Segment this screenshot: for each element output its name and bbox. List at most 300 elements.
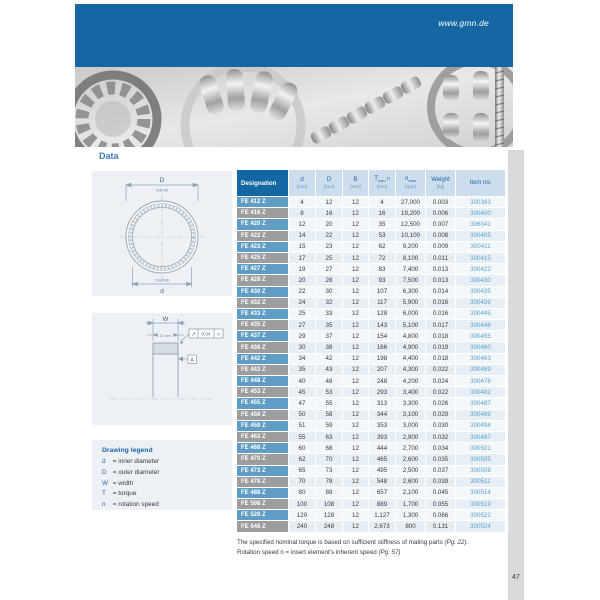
- table-row: [237, 387, 505, 398]
- value-cell: 53: [368, 231, 395, 241]
- value-cell: 2,600: [395, 454, 425, 464]
- designation-cell: FE 448 Z: [237, 376, 288, 386]
- value-cell: 12: [342, 197, 368, 207]
- page-number: 47: [512, 574, 520, 581]
- item-no-cell[interactable]: 300463: [455, 354, 505, 364]
- value-cell: 34: [288, 354, 315, 364]
- column-header-D: D [mm]: [315, 170, 342, 196]
- value-cell: 248: [368, 376, 395, 386]
- value-cell: 20: [315, 219, 342, 229]
- value-cell: 0.029: [425, 410, 455, 420]
- value-cell: 33: [315, 309, 342, 319]
- table-row: [237, 488, 505, 499]
- item-no-cell[interactable]: 300508: [455, 466, 505, 476]
- item-no-cell[interactable]: 300448: [455, 320, 505, 330]
- value-cell: 83: [368, 264, 395, 274]
- value-cell: 4,900: [395, 342, 425, 352]
- value-cell: 12: [342, 387, 368, 397]
- column-header-item: Item no.: [455, 170, 505, 196]
- value-cell: 16: [368, 208, 395, 218]
- item-no-cell[interactable]: 306041: [455, 219, 505, 229]
- value-cell: 344: [368, 410, 395, 420]
- value-cell: 0.013: [425, 264, 455, 274]
- legend-items: [92, 457, 232, 511]
- value-cell: 50: [288, 410, 315, 420]
- ring-cross-section: [153, 343, 178, 354]
- designation-cell: FE 416 Z: [237, 208, 288, 218]
- value-cell: 0.003: [425, 197, 455, 207]
- value-cell: 12: [342, 521, 368, 531]
- legend-item: W = width: [102, 479, 134, 487]
- table-row: [237, 365, 505, 376]
- shaft-fit-note: Shaft h6: [155, 278, 169, 283]
- value-cell: 0.017: [425, 320, 455, 330]
- designation-cell: FE 437 Z: [237, 331, 288, 341]
- value-cell: 3,100: [395, 410, 425, 420]
- designation-cell: FE 438 Z: [237, 342, 288, 352]
- value-cell: 12: [342, 219, 368, 229]
- value-cell: 128: [315, 510, 342, 520]
- item-no-cell[interactable]: 300469: [455, 365, 505, 375]
- value-cell: 14: [288, 231, 315, 241]
- column-header-T: $T_{nom}$ n [Nm]: [368, 170, 395, 196]
- column-header-d: d [mm]: [288, 170, 315, 196]
- value-cell: 0.019: [425, 342, 455, 352]
- table-row: [237, 376, 505, 387]
- value-cell: 2,673: [368, 521, 395, 531]
- designation-cell: FE 433 Z: [237, 309, 288, 319]
- value-cell: 0.024: [425, 376, 455, 386]
- table-header: [237, 170, 505, 196]
- value-cell: 3,000: [395, 421, 425, 431]
- value-cell: 12: [315, 197, 342, 207]
- value-cell: 3,400: [395, 387, 425, 397]
- table-row: [237, 219, 505, 230]
- value-cell: 2,600: [395, 477, 425, 487]
- designation-cell: FE 423 Z: [237, 242, 288, 252]
- value-cell: 58: [315, 410, 342, 420]
- value-cell: 28: [315, 275, 342, 285]
- value-cell: 12: [342, 421, 368, 431]
- value-cell: 45: [288, 387, 315, 397]
- table-row: [237, 264, 505, 275]
- item-no-cell[interactable]: 300478: [455, 376, 505, 386]
- value-cell: 12: [342, 466, 368, 476]
- legend-title: Drawing legend: [102, 447, 153, 454]
- value-cell: 12: [342, 342, 368, 352]
- item-no-cell[interactable]: 300411: [455, 242, 505, 252]
- designation-cell: FE 473 Z: [237, 466, 288, 476]
- column-header-weight: Weight [kg]: [425, 170, 455, 196]
- value-cell: 23: [315, 242, 342, 252]
- table-footnotes: [237, 538, 505, 557]
- item-no-cell[interactable]: 300435: [455, 287, 505, 297]
- value-cell: 8: [288, 208, 315, 218]
- item-no-cell[interactable]: 300455: [455, 331, 505, 341]
- item-no-cell[interactable]: 300439: [455, 298, 505, 308]
- designation-cell: FE 459 Z: [237, 421, 288, 431]
- drawing-legend-panel: [92, 440, 232, 510]
- datum-flag: [178, 355, 197, 364]
- value-cell: 0.006: [425, 208, 455, 218]
- value-cell: 4: [368, 197, 395, 207]
- value-cell: 0.018: [425, 354, 455, 364]
- table-row: [237, 197, 505, 208]
- table-row: [237, 231, 505, 242]
- value-cell: 12: [342, 354, 368, 364]
- value-cell: 65: [288, 466, 315, 476]
- value-cell: 55: [315, 398, 342, 408]
- designation-cell: FE 427 Z: [237, 264, 288, 274]
- item-no-cell[interactable]: 300487: [455, 398, 505, 408]
- footnote-speed: Rotation speed n = insert element’s inherent speed (Pg. 57): [237, 548, 401, 556]
- value-cell: 12: [342, 287, 368, 297]
- value-cell: 12: [342, 275, 368, 285]
- bearing-photo-illustration: [75, 67, 513, 147]
- value-cell: 12: [342, 488, 368, 498]
- value-cell: 30: [288, 342, 315, 352]
- ring-diagram: [92, 171, 232, 296]
- designation-cell: FE 443 Z: [237, 365, 288, 375]
- width-label: W: [162, 317, 169, 323]
- column-header-B: B [mm]: [342, 170, 368, 196]
- value-cell: 12: [342, 253, 368, 263]
- value-cell: 2,100: [395, 488, 425, 498]
- section-title: Data: [99, 151, 119, 161]
- value-cell: 2,500: [395, 466, 425, 476]
- designation-cell: FE 420 Z: [237, 219, 288, 229]
- designation-cell: FE 455 Z: [237, 398, 288, 408]
- table-header-columns: [288, 170, 505, 196]
- value-cell: 0.007: [425, 219, 455, 229]
- item-no-cell[interactable]: 300400: [455, 208, 505, 218]
- value-cell: 2,900: [395, 432, 425, 442]
- value-cell: 59: [315, 421, 342, 431]
- item-no-cell[interactable]: 300505: [455, 454, 505, 464]
- value-cell: 25: [288, 309, 315, 319]
- value-cell: 60: [288, 443, 315, 453]
- table-row: [237, 275, 505, 286]
- value-cell: 313: [368, 398, 395, 408]
- item-no-cell[interactable]: 300405: [455, 231, 505, 241]
- designation-cell: FE 422 Z: [237, 231, 288, 241]
- value-cell: 120: [288, 510, 315, 520]
- value-cell: 4,200: [395, 376, 425, 386]
- item-no-cell[interactable]: 300519: [455, 499, 505, 509]
- value-cell: 20: [288, 275, 315, 285]
- value-cell: 7,500: [395, 275, 425, 285]
- value-cell: 25: [315, 253, 342, 263]
- value-cell: 12: [342, 499, 368, 509]
- value-cell: 93: [368, 275, 395, 285]
- value-cell: 0.014: [425, 287, 455, 297]
- table-row: [237, 342, 505, 353]
- value-cell: 0.022: [425, 387, 455, 397]
- table-row: [237, 443, 505, 454]
- designation-cell: FE 458 Z: [237, 410, 288, 420]
- designation-cell: FE 442 Z: [237, 354, 288, 364]
- cross-section-diagram: [92, 313, 232, 425]
- outer-diameter-label: D: [159, 177, 165, 184]
- value-cell: 0.009: [425, 242, 455, 252]
- value-cell: 154: [368, 331, 395, 341]
- value-cell: 0.131: [425, 521, 455, 531]
- designation-cell: FE 463 Z: [237, 432, 288, 442]
- value-cell: 12: [342, 264, 368, 274]
- page-edge-tab: [508, 150, 524, 600]
- value-cell: 12: [342, 242, 368, 252]
- value-cell: 0.016: [425, 298, 455, 308]
- value-cell: 3,300: [395, 398, 425, 408]
- value-cell: 24: [288, 298, 315, 308]
- item-no-cell[interactable]: 300489: [455, 410, 505, 420]
- value-cell: 22: [315, 231, 342, 241]
- value-cell: 495: [368, 466, 395, 476]
- value-cell: 12: [288, 219, 315, 229]
- value-cell: 12: [342, 365, 368, 375]
- table-row: [237, 477, 505, 488]
- designation-cell: FE 428 Z: [237, 275, 288, 285]
- value-cell: 6,000: [395, 309, 425, 319]
- value-cell: 198: [368, 354, 395, 364]
- value-cell: 800: [395, 521, 425, 531]
- value-cell: 27,000: [395, 197, 425, 207]
- table-row: [237, 309, 505, 320]
- value-cell: 12: [342, 309, 368, 319]
- item-no-cell[interactable]: 300494: [455, 421, 505, 431]
- ring-diagram-panel: [92, 171, 232, 296]
- value-cell: 35: [315, 320, 342, 330]
- value-cell: 30: [315, 287, 342, 297]
- designation-cell: FE 508 Z: [237, 499, 288, 509]
- runout-symbol: ↗: [191, 332, 196, 338]
- value-cell: 19,200: [395, 208, 425, 218]
- table-row: [237, 242, 505, 253]
- value-cell: 7,400: [395, 264, 425, 274]
- table-row: [237, 521, 505, 532]
- value-cell: 63: [315, 432, 342, 442]
- value-cell: 0.018: [425, 331, 455, 341]
- value-cell: 73: [315, 466, 342, 476]
- value-cell: 12: [342, 398, 368, 408]
- value-cell: 62: [288, 454, 315, 464]
- designation-cell: FE 430 Z: [237, 287, 288, 297]
- value-cell: 27: [288, 320, 315, 330]
- value-cell: 0.026: [425, 398, 455, 408]
- designation-cell: FE 435 Z: [237, 320, 288, 330]
- value-cell: 2,700: [395, 443, 425, 453]
- footnote-torque: The specified nominal torque is based on sufficient stiffness of mating parts (Pg. 22).: [237, 539, 469, 546]
- item-no-cell[interactable]: 300393: [455, 197, 505, 207]
- column-header-n: $n_{max}$ [rpm]: [395, 170, 425, 196]
- value-cell: 4,300: [395, 365, 425, 375]
- designation-cell: FE 425 Z: [237, 253, 288, 263]
- value-cell: 0.016: [425, 309, 455, 319]
- value-cell: 0.066: [425, 510, 455, 520]
- value-cell: 117: [368, 298, 395, 308]
- inner-diameter-label: d: [160, 288, 164, 295]
- value-cell: 68: [315, 443, 342, 453]
- legend-item: D = outer diameter: [102, 468, 160, 476]
- item-no-cell[interactable]: 300511: [455, 477, 505, 487]
- item-no-cell[interactable]: 300482: [455, 387, 505, 397]
- value-cell: 128: [368, 309, 395, 319]
- table-row: [237, 320, 505, 331]
- value-cell: 53: [315, 387, 342, 397]
- value-cell: 0.055: [425, 499, 455, 509]
- item-no-cell[interactable]: 300430: [455, 275, 505, 285]
- table-row: [237, 454, 505, 465]
- value-cell: 16: [315, 208, 342, 218]
- value-cell: 78: [315, 477, 342, 487]
- value-cell: 4,400: [395, 354, 425, 364]
- value-cell: 1,127: [368, 510, 395, 520]
- value-cell: 0.034: [425, 443, 455, 453]
- datum-label: A: [190, 357, 194, 364]
- data-table: [237, 170, 505, 533]
- value-cell: 207: [368, 365, 395, 375]
- value-cell: 108: [315, 499, 342, 509]
- value-cell: 80: [288, 488, 315, 498]
- item-no-cell[interactable]: 300497: [455, 432, 505, 442]
- value-cell: 293: [368, 387, 395, 397]
- item-no-cell[interactable]: 300524: [455, 521, 505, 531]
- column-header-designation: Designation: [237, 170, 288, 196]
- value-cell: 166: [368, 342, 395, 352]
- value-cell: 353: [368, 421, 395, 431]
- designation-cell: FE 468 Z: [237, 443, 288, 453]
- designation-cell: FE 470 Z: [237, 454, 288, 464]
- value-cell: 12: [342, 410, 368, 420]
- value-cell: 37: [315, 331, 342, 341]
- table-body: [237, 197, 505, 533]
- top-banner: [75, 4, 513, 67]
- item-no-cell[interactable]: 300445: [455, 309, 505, 319]
- table-row: [237, 410, 505, 421]
- table-row: [237, 466, 505, 477]
- value-cell: 5,900: [395, 298, 425, 308]
- value-cell: 657: [368, 488, 395, 498]
- legend-item: d = inner diameter: [102, 458, 160, 465]
- value-cell: 12: [342, 208, 368, 218]
- value-cell: 15: [288, 242, 315, 252]
- value-cell: 100: [288, 499, 315, 509]
- item-no-cell[interactable]: 300522: [455, 510, 505, 520]
- value-cell: 10,100: [395, 231, 425, 241]
- value-cell: 8,100: [395, 253, 425, 263]
- item-no-cell[interactable]: 300415: [455, 253, 505, 263]
- value-cell: 88: [315, 488, 342, 498]
- value-cell: 0.045: [425, 488, 455, 498]
- value-cell: 248: [315, 521, 342, 531]
- value-cell: 9,200: [395, 242, 425, 252]
- value-cell: 35: [368, 219, 395, 229]
- table-row: [237, 331, 505, 342]
- value-cell: 143: [368, 320, 395, 330]
- value-cell: 19: [288, 264, 315, 274]
- value-cell: 12: [342, 320, 368, 330]
- runout-tolerance-frame: [180, 329, 223, 345]
- value-cell: 38: [315, 342, 342, 352]
- value-cell: 70: [315, 454, 342, 464]
- value-cell: 12: [342, 231, 368, 241]
- designation-cell: FE 488 Z: [237, 488, 288, 498]
- value-cell: 0.011: [425, 253, 455, 263]
- item-no-cell[interactable]: 300422: [455, 264, 505, 274]
- value-cell: 42: [315, 354, 342, 364]
- value-cell: 6,300: [395, 287, 425, 297]
- tolerance-value: 0.04: [201, 331, 211, 337]
- value-cell: 55: [288, 432, 315, 442]
- value-cell: 444: [368, 443, 395, 453]
- item-no-cell[interactable]: 300501: [455, 443, 505, 453]
- table-row: [237, 253, 505, 264]
- table-row: [237, 510, 505, 521]
- value-cell: 29: [288, 331, 315, 341]
- website-url-link[interactable]: www.gmn.de: [438, 18, 489, 28]
- designation-cell: FE 432 Z: [237, 298, 288, 308]
- table-row: [237, 208, 505, 219]
- designation-cell: FE 412 Z: [237, 197, 288, 207]
- designation-cell: FE 648 Z: [237, 521, 288, 531]
- value-cell: 51: [288, 421, 315, 431]
- value-cell: 62: [368, 242, 395, 252]
- value-cell: 548: [368, 477, 395, 487]
- value-cell: 393: [368, 432, 395, 442]
- table-row: [237, 421, 505, 432]
- value-cell: 1,700: [395, 499, 425, 509]
- value-cell: 0.032: [425, 432, 455, 442]
- value-cell: 70: [288, 477, 315, 487]
- table-row: [237, 432, 505, 443]
- value-cell: 12: [342, 510, 368, 520]
- value-cell: 47: [288, 398, 315, 408]
- value-cell: 889: [368, 499, 395, 509]
- value-cell: 0.037: [425, 466, 455, 476]
- item-no-cell[interactable]: 300460: [455, 342, 505, 352]
- tolerance-datum-ref: A: [216, 331, 221, 337]
- value-cell: 48: [315, 376, 342, 386]
- value-cell: 40: [288, 376, 315, 386]
- value-cell: 107: [368, 287, 395, 297]
- value-cell: 240: [288, 521, 315, 531]
- value-cell: 12: [342, 454, 368, 464]
- value-cell: 4: [288, 197, 315, 207]
- item-no-cell[interactable]: 300514: [455, 488, 505, 498]
- value-cell: 12,500: [395, 219, 425, 229]
- table-row: [237, 298, 505, 309]
- table-row: [237, 499, 505, 510]
- value-cell: 43: [315, 365, 342, 375]
- designation-cell: FE 478 Z: [237, 477, 288, 487]
- value-cell: 27: [315, 264, 342, 274]
- value-cell: 465: [368, 454, 395, 464]
- value-cell: 12: [342, 432, 368, 442]
- value-cell: 1,300: [395, 510, 425, 520]
- value-cell: 0.035: [425, 454, 455, 464]
- value-cell: 0.008: [425, 231, 455, 241]
- value-cell: 17: [288, 253, 315, 263]
- value-cell: 32: [315, 298, 342, 308]
- value-cell: 35: [288, 365, 315, 375]
- value-cell: 12: [342, 376, 368, 386]
- table-row: [237, 398, 505, 409]
- bearing-photo: [75, 67, 513, 147]
- designation-cell: FE 453 Z: [237, 387, 288, 397]
- table-row: [237, 354, 505, 365]
- value-cell: 5,100: [395, 320, 425, 330]
- value-cell: 4,800: [395, 331, 425, 341]
